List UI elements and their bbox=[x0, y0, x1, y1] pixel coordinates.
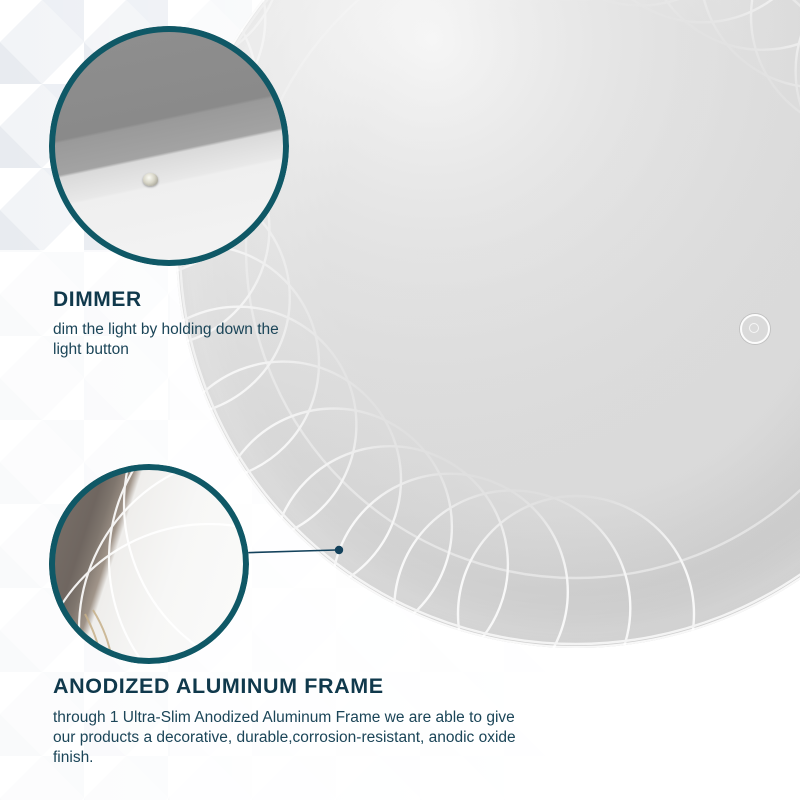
callout-frame bbox=[53, 674, 523, 767]
dimmer-detail-photo bbox=[49, 26, 289, 266]
screw-icon bbox=[143, 173, 158, 186]
dimmer-photo-image bbox=[49, 26, 289, 266]
frame-edge-icon bbox=[49, 464, 249, 664]
callout-frame-title: ANODIZED ALUMINUM FRAME bbox=[53, 674, 384, 698]
callout-dimmer-body: dim the light by holding down the light button bbox=[53, 321, 279, 358]
callout-frame-body: through 1 Ultra-Slim Anodized Aluminum Frame we are able to give our products a decorative, durable,corrosion-resistant, anodic oxide finish. bbox=[53, 709, 516, 766]
callout-dimmer bbox=[53, 288, 303, 360]
frame-detail-photo bbox=[49, 464, 249, 664]
touch-sensor-icon[interactable] bbox=[740, 314, 770, 344]
callout-dimmer-title: DIMMER bbox=[53, 288, 142, 311]
